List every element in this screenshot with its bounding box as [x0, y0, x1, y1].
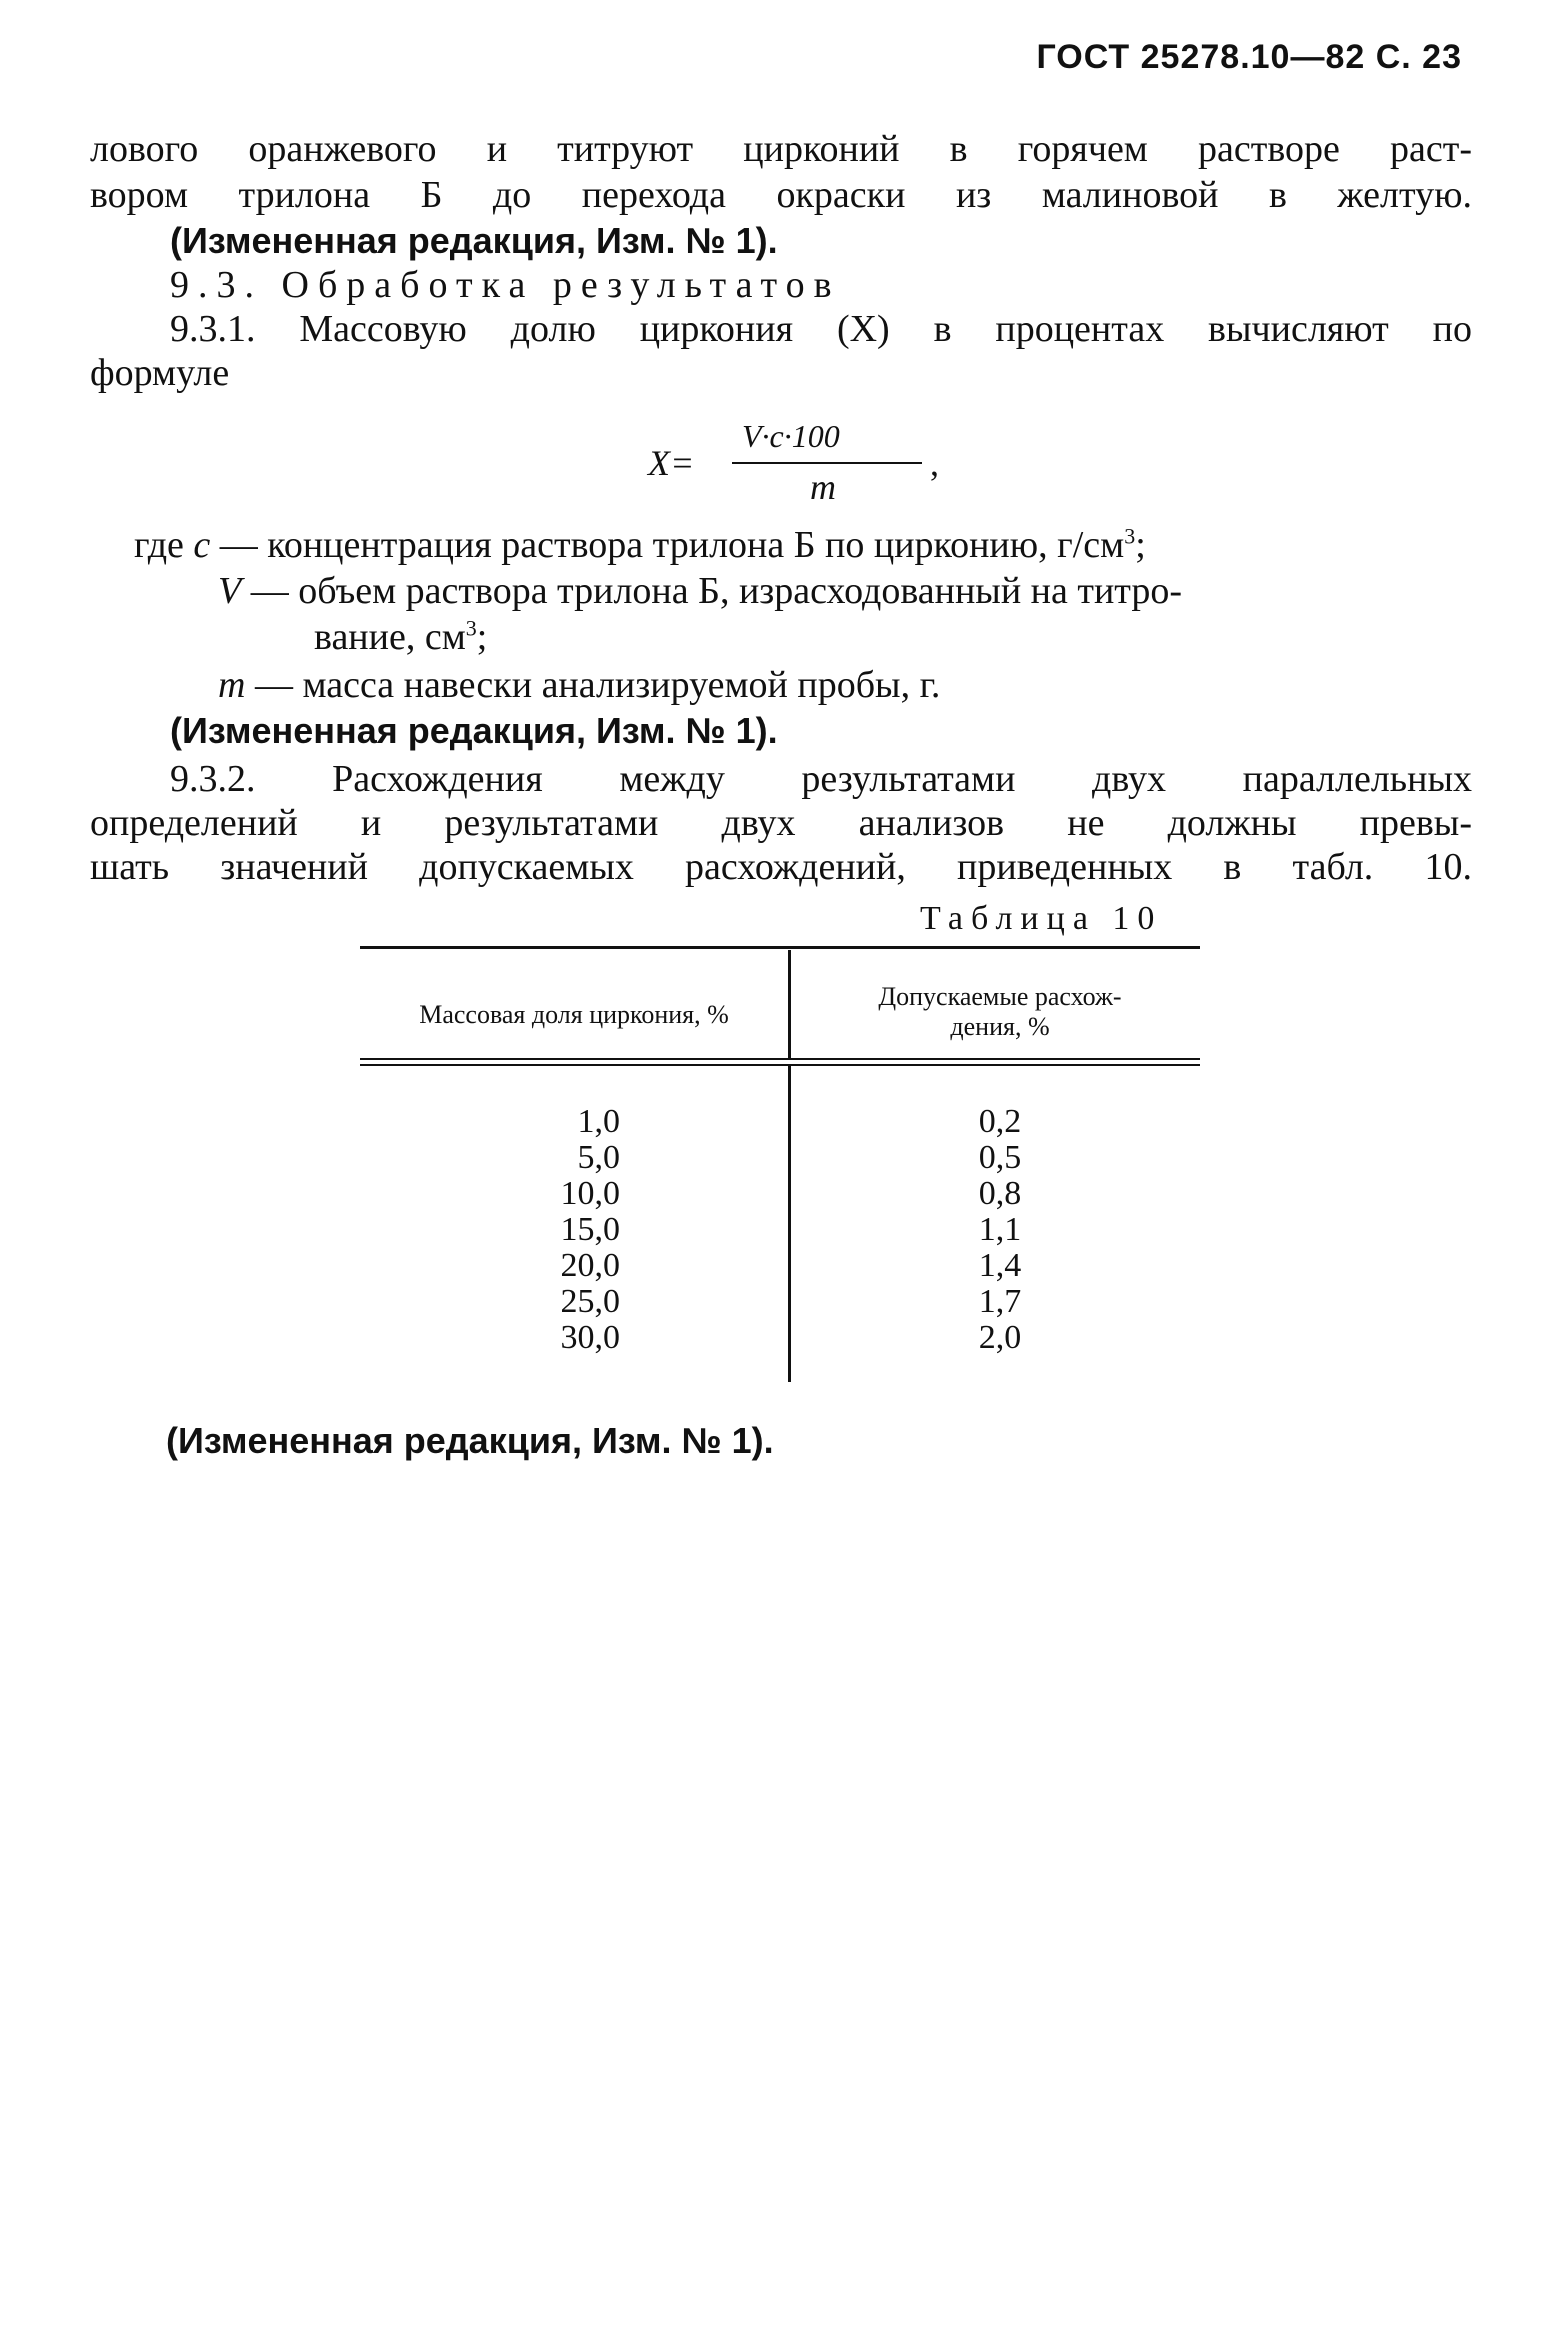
table-caption: Таблица 10 [920, 900, 1163, 937]
table-cell-diff: 2,0 [978, 1319, 1022, 1356]
amendment-note: (Измененная редакция, Изм. № 1). [166, 1420, 774, 1461]
definition-v: V — объем раствора трилона Б, израсходованный на титро- [218, 570, 1183, 612]
formula-comma: , [930, 443, 939, 483]
table-cell-diff: 0,5 [978, 1139, 1022, 1176]
text-line: формуле [90, 352, 230, 394]
table-cell-diff: 1,1 [978, 1211, 1022, 1248]
body-column-divider [788, 1066, 791, 1382]
section-heading: 9.3. Обработка результатов [170, 264, 841, 306]
amendment-note: (Измененная редакция, Изм. № 1). [170, 710, 778, 751]
table-cell-diff: 1,7 [978, 1283, 1022, 1320]
column-diff-values [960, 1104, 1040, 1356]
text-line: лового оранжевого и титруют цирконий в горячем растворе раст- [90, 128, 1472, 170]
table-cell-mass: 5,0 [577, 1139, 620, 1176]
table-cell-diff: 1,4 [978, 1247, 1022, 1284]
table-cell-mass: 30,0 [560, 1319, 620, 1356]
formula-denominator: m [810, 467, 836, 507]
definition-m: m — масса навески анализируемой пробы, г. [218, 664, 941, 706]
formula [640, 418, 960, 508]
table-cell-diff: 0,2 [978, 1103, 1022, 1140]
header-double-rule [360, 1058, 1200, 1066]
definition-v-cont: вание, $см^3$; [314, 615, 488, 658]
table-cell-diff: 0,8 [978, 1175, 1022, 1212]
text-line: вором трилона Б до перехода окраски из малиновой в желтую. [90, 174, 1472, 216]
fraction-bar [732, 462, 922, 464]
column-mass-values [540, 1104, 620, 1356]
column-header-diff: Допускаемые расхож- дения, % [878, 982, 1122, 1041]
formula-numerator: V·c·100 [742, 418, 840, 454]
page-header: ГОСТ 25278.10—82 С. 23 [1036, 38, 1462, 76]
table-cell-mass: 1,0 [577, 1103, 620, 1140]
table-cell-mass: 20,0 [560, 1247, 620, 1284]
table-top-rule [360, 946, 1200, 949]
table-cell-mass: 25,0 [560, 1283, 620, 1320]
formula-lhs: X= [648, 443, 695, 483]
header-column-divider [788, 950, 791, 1058]
text-line: шать значений допускаемых расхождений, приведенных в табл. 10. [90, 846, 1472, 888]
table-cell-mass: 15,0 [560, 1211, 620, 1248]
definition-c: где c — концентрация раствора трилона Б по цирконию, $г/см^3$; [134, 523, 1146, 566]
text-line: определений и результатами двух анализов не должны превы- [90, 802, 1472, 844]
column-header-mass: Массовая доля циркония, % [419, 1000, 729, 1029]
text-line: 9.3.2. Расхождения между результатами двух параллельных [170, 758, 1472, 800]
table-cell-mass: 10,0 [560, 1175, 620, 1212]
amendment-note: (Измененная редакция, Изм. № 1). [170, 220, 778, 261]
text-line: 9.3.1. Массовую долю циркония (X) в процентах вычисляют по [170, 308, 1472, 350]
